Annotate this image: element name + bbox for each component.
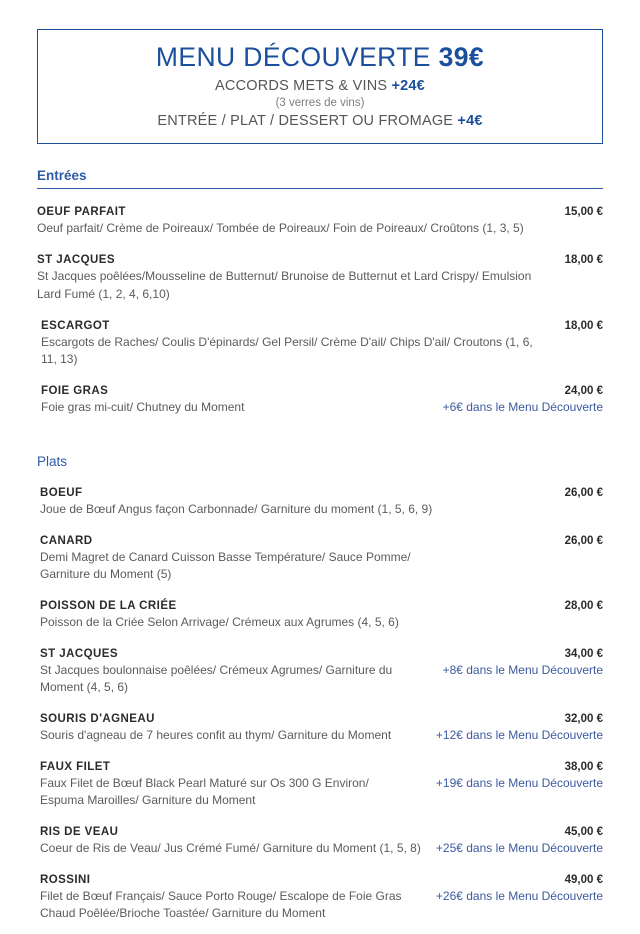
menu-item-canard — [37, 535, 603, 583]
item-header-row — [40, 600, 603, 612]
item-header-row — [40, 648, 603, 660]
item-header-row — [40, 487, 603, 499]
item-description: Poisson de la Criée Selon Arrivage/ Crémeux aux Agrumes (4, 5, 6) — [40, 614, 399, 629]
item-body-row — [37, 220, 603, 237]
wine-pairing-label: ACCORDS METS & VINS — [215, 78, 392, 95]
item-description: Souris d'agneau de 7 heures confit au thym/ Garniture du Moment — [40, 728, 392, 743]
item-body-row — [41, 334, 603, 368]
menu-item-faux-filet — [37, 761, 603, 809]
item-supplement: +25€ dans le Menu Découverte — [435, 841, 603, 856]
menu-item-escargot — [37, 320, 603, 368]
menu-header-box — [37, 29, 603, 144]
item-body-row — [37, 268, 603, 302]
course-option-price: +4€ — [457, 113, 483, 130]
item-name: ST JACQUES — [37, 254, 115, 267]
item-body-row — [40, 662, 603, 696]
item-description: Coeur de Ris de Veau/ Jus Crémé Fumé/ Garniture du Moment (1, 5, 8) — [40, 841, 421, 856]
item-description: Oeuf parfait/ Crème de Poireaux/ Tombée de Poireaux/ Foin de Poireaux/ Croûtons (1, 3, 5) — [37, 221, 524, 236]
item-price: 18,00 € — [564, 254, 603, 267]
item-name: FAUX FILET — [40, 761, 111, 774]
item-description: St Jacques boulonnaise poêlées/ Crémeux Agrumes/ Garniture du Moment (4, 5, 6) — [40, 662, 393, 694]
menu-item-foie-gras — [37, 385, 603, 416]
item-price: 28,00 € — [564, 599, 603, 612]
item-supplement: +12€ dans le Menu Découverte — [435, 728, 603, 743]
item-description: Joue de Bœuf Angus façon Carbonnade/ Garniture du moment (1, 5, 6, 9) — [40, 501, 433, 516]
item-header-row — [40, 874, 603, 886]
item-price: 18,00 € — [564, 319, 603, 332]
item-header-row — [40, 761, 603, 773]
item-name: FOIE GRAS — [41, 384, 109, 397]
item-name: SOURIS D'AGNEAU — [40, 713, 155, 726]
wine-pairing-note: (3 verres de vins) — [275, 97, 365, 110]
item-header-row — [37, 206, 603, 218]
item-body-row — [41, 399, 603, 416]
item-name: ST JACQUES — [40, 647, 118, 660]
section-heading-entrees: Entrées — [37, 168, 603, 189]
item-price: 15,00 € — [564, 206, 603, 219]
item-price: 26,00 € — [564, 486, 603, 499]
item-body-row — [40, 840, 603, 857]
item-header-row — [40, 535, 603, 547]
menu-item-oeuf-parfait — [37, 206, 603, 237]
item-supplement: +8€ dans le Menu Découverte — [442, 662, 603, 677]
item-header-row — [41, 320, 603, 332]
item-supplement: +19€ dans le Menu Découverte — [435, 776, 603, 791]
item-header-row — [40, 713, 603, 725]
item-price: 38,00 € — [564, 761, 603, 774]
course-option-line — [48, 113, 592, 129]
menu-page — [0, 29, 640, 934]
wine-pairing-price: +24€ — [391, 78, 425, 95]
item-price: 34,00 € — [564, 647, 603, 660]
item-name: ESCARGOT — [41, 319, 110, 332]
item-name: OEUF PARFAIT — [37, 206, 126, 219]
item-price: 24,00 € — [564, 384, 603, 397]
menu-item-st-jacques-entree — [37, 254, 603, 302]
menu-item-rossini — [37, 874, 603, 922]
plats-item-list — [37, 487, 603, 922]
item-description: Escargots de Raches/ Coulis D'épinards/ Gel Persil/ Crème D'ail/ Chips D'ail/ Croutons (1, 6, 11, 13) — [41, 334, 533, 366]
item-description: St Jacques poêlées/Mousseline de Butternut/ Brunoise de Butternut et Lard Crispy/ Emulsion Lard Fumé (1, 2, 4, 6,10) — [37, 269, 532, 301]
wine-pairing-line — [48, 78, 592, 94]
item-description: Demi Magret de Canard Cuisson Basse Température/ Sauce Pomme/ Garniture du Moment (5) — [40, 549, 411, 581]
item-description: Faux Filet de Bœuf Black Pearl Maturé sur Os 300 G Environ/ Espuma Maroilles/ Garniture du Moment — [40, 776, 369, 808]
item-name: POISSON DE LA CRIÉE — [40, 599, 177, 612]
item-name: ROSSINI — [40, 874, 91, 887]
item-body-row — [40, 501, 603, 518]
item-body-row — [40, 775, 603, 809]
menu-item-ris-de-veau — [37, 826, 603, 857]
item-header-row — [40, 826, 603, 838]
item-name: CANARD — [40, 534, 93, 547]
item-price: 45,00 € — [564, 826, 603, 839]
menu-title-price: 39€ — [438, 42, 485, 72]
menu-title-text: MENU DÉCOUVERTE — [155, 42, 439, 72]
item-description: Filet de Bœuf Français/ Sauce Porto Rouge/ Escalope de Foie Gras Chaud Poêlée/Brioche Toastée/ Garniture du Moment — [40, 889, 402, 921]
section-heading-plats: Plats — [37, 453, 68, 469]
item-price: 49,00 € — [564, 874, 603, 887]
menu-item-souris-dagneau — [37, 713, 603, 744]
item-body-row — [40, 888, 603, 922]
menu-title — [48, 42, 592, 73]
item-body-row — [40, 727, 603, 744]
item-body-row — [40, 614, 603, 631]
item-header-row — [37, 254, 603, 266]
menu-item-poisson-de-la-criee — [37, 600, 603, 631]
item-price: 26,00 € — [564, 534, 603, 547]
item-name: BOEUF — [40, 486, 83, 499]
menu-item-st-jacques-plat — [37, 648, 603, 696]
item-body-row — [40, 549, 603, 583]
item-name: RIS DE VEAU — [40, 826, 119, 839]
menu-item-boeuf — [37, 487, 603, 518]
entrees-item-list — [37, 206, 603, 415]
course-option-label: ENTRÉE / PLAT / DESSERT OU FROMAGE — [157, 113, 458, 130]
item-supplement: +26€ dans le Menu Découverte — [435, 889, 603, 904]
item-header-row — [41, 385, 603, 397]
item-supplement: +6€ dans le Menu Découverte — [442, 399, 603, 414]
item-price: 32,00 € — [564, 713, 603, 726]
item-description: Foie gras mi-cuit/ Chutney du Moment — [41, 399, 245, 414]
